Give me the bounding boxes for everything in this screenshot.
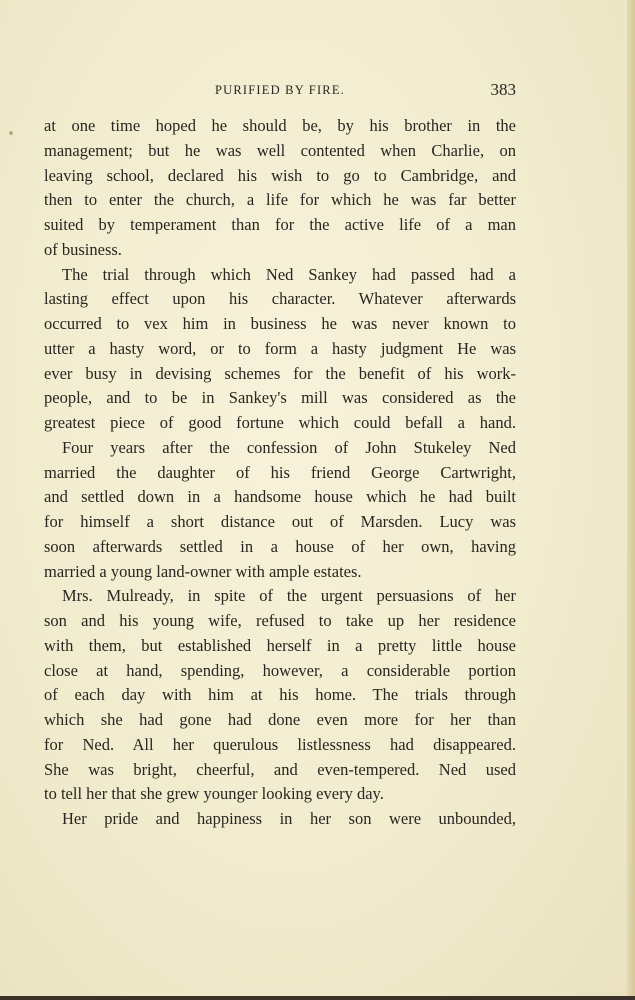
text-line: suited by temperament than for the active life of a man xyxy=(44,215,516,234)
paragraph-start-line: Her pride and happiness in her son were unbounded, xyxy=(62,809,516,828)
paragraph-start-line: The trial through which Ned Sankey had passed had a xyxy=(62,264,516,284)
paragraph-start-line: Four years after the confession of John Stukeley Ned xyxy=(62,437,516,457)
text-line: at one time hoped he should be, by his brother in the xyxy=(44,116,516,135)
page-number: 383 xyxy=(490,80,516,99)
page-edge-bottom xyxy=(0,996,635,1000)
text-line: for Ned. All her querulous listlessness had disappeared. xyxy=(44,734,516,754)
text-line: for himself a short distance out of Marsden. Lucy was xyxy=(44,512,516,531)
paragraph-start-line: Mrs. Mulready, in spite of the urgent persuasions of her xyxy=(62,586,516,606)
page-edge-right xyxy=(627,0,635,1000)
text-line: and settled down in a handsome house which he had built xyxy=(44,487,516,507)
text-line: soon afterwards settled in a house of her own, having xyxy=(44,536,516,556)
paper-speck xyxy=(9,131,13,135)
text-line: with them, but established herself in a pretty little house xyxy=(44,635,516,655)
text-line: married a young land-owner with ample estates. xyxy=(44,561,362,581)
text-line: leaving school, declared his wish to go to Cambridge, and xyxy=(44,165,516,185)
body-text xyxy=(44,114,516,832)
text-line: of business. xyxy=(44,239,122,259)
text-line: then to enter the church, a life for which he was far better xyxy=(44,190,516,210)
text-line: She was bright, cheerful, and even-tempered. Ned used xyxy=(44,759,516,779)
text-line: which she had gone had done even more for her than xyxy=(44,710,516,729)
text-line: married the daughter of his friend George Cartwright, xyxy=(44,462,516,482)
running-head: PURIFIED BY FIRE. xyxy=(214,83,346,97)
text-line: lasting effect upon his character. Whatever afterwards xyxy=(44,289,516,309)
text-line: close at hand, spending, however, a considerable portion xyxy=(44,660,516,680)
text-line: management; but he was well contented when Charlie, on xyxy=(44,140,516,160)
text-line: son and his young wife, refused to take up her residence xyxy=(44,611,516,630)
page-header xyxy=(44,80,516,100)
text-line: occurred to vex him in business he was never known to xyxy=(44,314,516,333)
text-line: people, and to be in Sankey's mill was considered as the xyxy=(44,388,516,408)
text-line: of each day with him at his home. The trials through xyxy=(44,685,516,705)
text-line: utter a hasty word, or to form a hasty judgment He was xyxy=(44,338,516,358)
text-line: greatest piece of good fortune which could befall a hand. xyxy=(44,413,516,432)
text-line: ever busy in devising schemes for the benefit of his work- xyxy=(44,363,516,383)
text-line: to tell her that she grew younger looking every day. xyxy=(44,784,384,804)
